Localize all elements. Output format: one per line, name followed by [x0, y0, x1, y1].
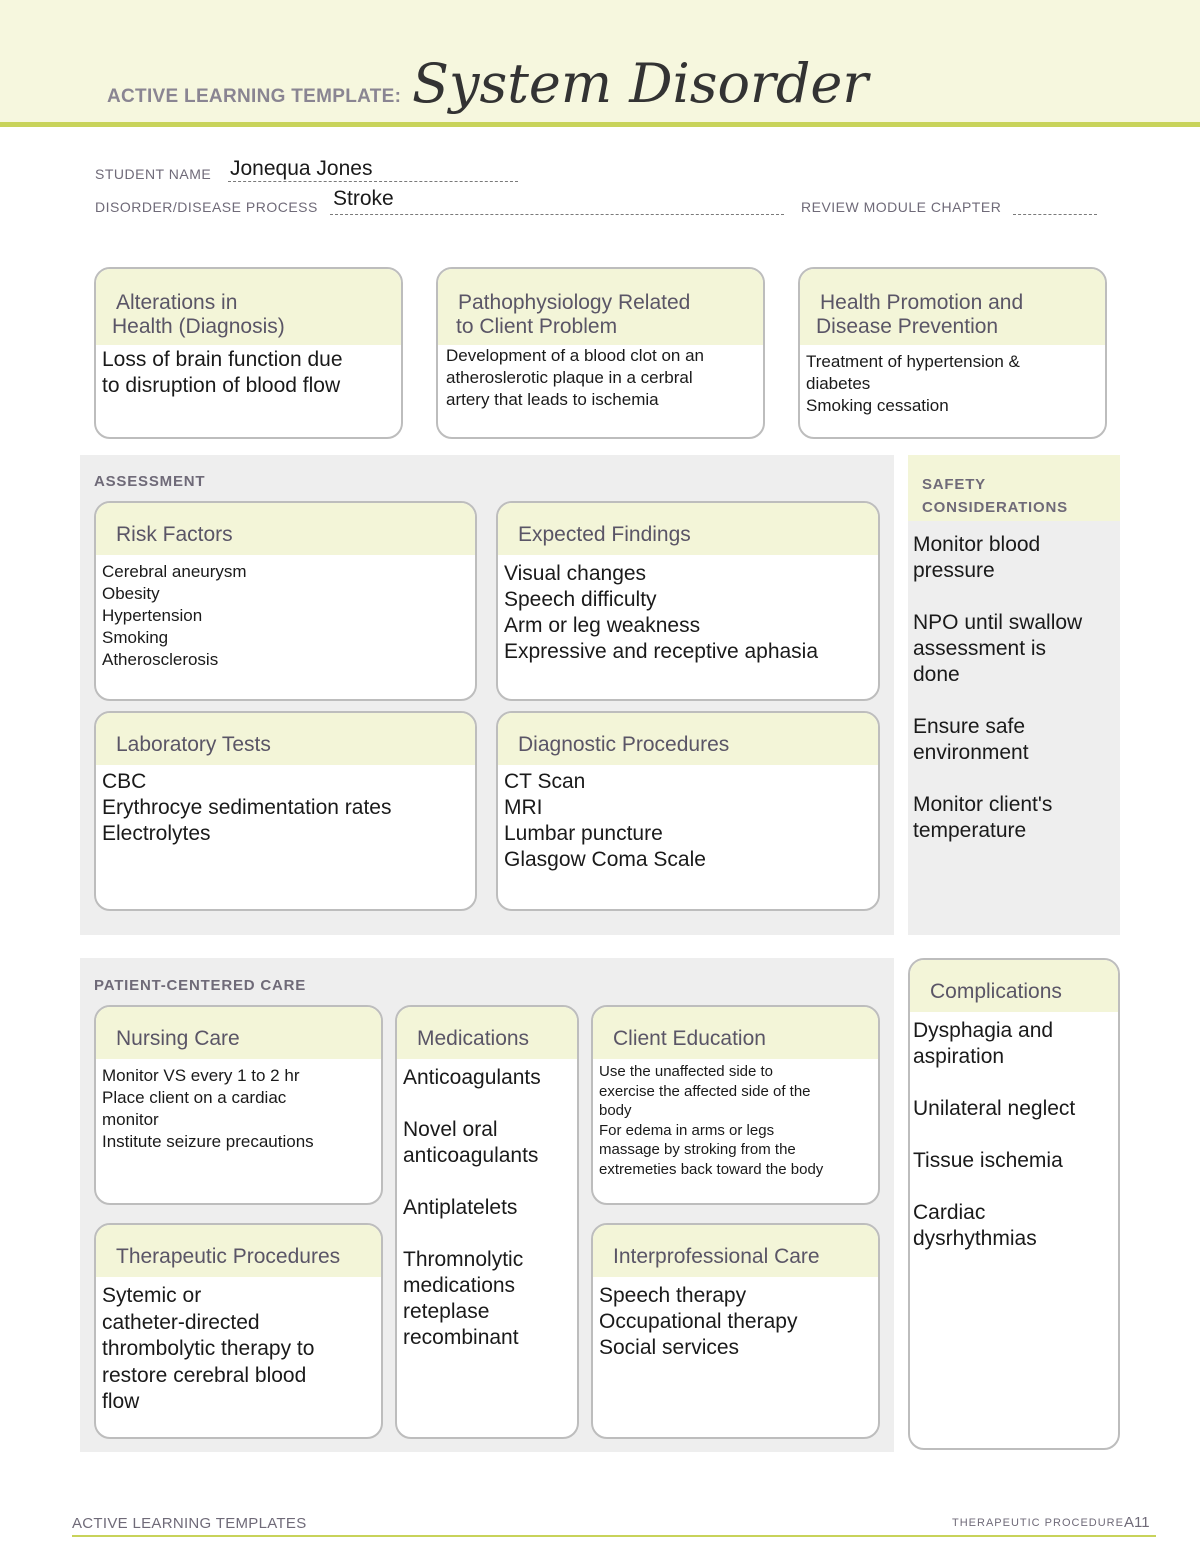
list-item: Visual changes	[504, 562, 647, 585]
pathophysiology-box	[436, 267, 765, 439]
client-education-list[interactable]	[593, 1059, 878, 1182]
pathophysiology-title-2: to Client Problem	[456, 315, 618, 338]
list-item: Ensure safe environment	[913, 715, 1029, 764]
risk-factors-list[interactable]	[96, 555, 475, 677]
client-education-header: Client Education	[593, 1007, 878, 1059]
list-item: Unilateral neglect	[913, 1097, 1076, 1120]
list-item: Atherosclerosis	[102, 650, 219, 669]
safety-list[interactable]	[913, 532, 1113, 844]
template-label: ACTIVE LEARNING TEMPLATE:	[107, 86, 402, 107]
list-item: Expressive and receptive aphasia	[504, 640, 819, 663]
list-item: Cerebral aneurysm	[102, 562, 247, 581]
chapter-line	[1013, 214, 1097, 215]
pathophysiology-header	[438, 269, 763, 345]
list-item: Monitor client's temperature	[913, 793, 1053, 842]
list-item: Antiplatelets	[403, 1196, 518, 1219]
medications-header: Medications	[397, 1007, 577, 1059]
diagnostic-procedures-box	[496, 711, 880, 911]
list-item: Monitor VS every 1 to 2 hr	[102, 1066, 300, 1085]
safety-label-1: SAFETY	[922, 476, 986, 493]
list-item: Thromnolytic medications reteplase recombinant	[403, 1248, 524, 1349]
interprofessional-care-box	[591, 1223, 880, 1439]
list-item: Social services	[599, 1336, 740, 1359]
health-promotion-title-1: Health Promotion and	[820, 291, 1024, 314]
pathophysiology-body[interactable]: Development of a blood clot on an atheroslerotic plaque in a cerbral artery that leads to ischemia	[446, 346, 705, 409]
risk-factors-box	[94, 501, 477, 701]
disorder-value[interactable]: Stroke	[333, 187, 394, 210]
list-item: Tissue ischemia	[913, 1149, 1063, 1172]
therapeutic-procedures-body[interactable]: Sytemic or catheter-directed thrombolytic therapy to restore cerebral blood flow	[102, 1284, 315, 1413]
diagnostic-procedures-list[interactable]	[498, 765, 878, 877]
page-title: System Disorder	[412, 52, 869, 115]
health-promotion-box	[798, 267, 1107, 439]
list-item: Speech therapy	[599, 1284, 747, 1307]
list-item: Institute seizure precautions	[102, 1132, 314, 1151]
list-item: CBC	[102, 770, 147, 793]
list-item: Place client on a cardiac monitor	[102, 1088, 287, 1129]
list-item: Lumbar puncture	[504, 822, 663, 845]
student-name-value[interactable]: Jonequa Jones	[230, 157, 373, 180]
list-item: Glasgow Coma Scale	[504, 848, 706, 871]
client-education-box	[591, 1005, 880, 1205]
list-item: Anticoagulants	[403, 1066, 541, 1089]
list-item: Dysphagia and aspiration	[913, 1019, 1054, 1068]
page-number: A11	[1124, 1514, 1150, 1531]
list-item: Arm or leg weakness	[504, 614, 701, 637]
pathophysiology-title-1: Pathophysiology Related	[458, 291, 691, 314]
nursing-care-list[interactable]	[96, 1059, 381, 1159]
therapeutic-procedures-box	[94, 1223, 383, 1439]
header-rule	[0, 122, 1200, 127]
alterations-box	[94, 267, 403, 439]
patient-centered-care-label: PATIENT-CENTERED CARE	[94, 977, 307, 994]
list-item: NPO until swallow assessment is done	[913, 611, 1083, 686]
therapeutic-procedures-header: Therapeutic Procedures	[96, 1225, 381, 1277]
nursing-care-box	[94, 1005, 383, 1205]
health-promotion-header	[800, 269, 1105, 345]
diagnostic-procedures-header: Diagnostic Procedures	[498, 713, 878, 765]
list-item: CT Scan	[504, 770, 586, 793]
interprofessional-care-header: Interprofessional Care	[593, 1225, 878, 1277]
alterations-header	[96, 269, 401, 345]
interprofessional-care-list[interactable]	[593, 1277, 878, 1367]
expected-findings-list[interactable]	[498, 555, 878, 671]
chapter-label: REVIEW MODULE CHAPTER	[801, 199, 1002, 215]
expected-findings-header: Expected Findings	[498, 503, 878, 555]
list-item: Speech difficulty	[504, 588, 657, 611]
complications-box	[908, 958, 1120, 1450]
list-item: Occupational therapy	[599, 1310, 798, 1333]
list-item: Use the unaffected side to exercise the affected side of the body	[599, 1063, 811, 1119]
complications-list[interactable]	[910, 1012, 1118, 1258]
complications-header: Complications	[910, 960, 1118, 1012]
list-item: Cardiac dysrhythmias	[913, 1201, 1037, 1250]
footer-left-label: ACTIVE LEARNING TEMPLATES	[72, 1515, 307, 1532]
alterations-body[interactable]: Loss of brain function due to disruption of blood flow	[102, 348, 343, 397]
laboratory-tests-header: Laboratory Tests	[96, 713, 475, 765]
safety-label	[922, 473, 1068, 519]
assessment-label: ASSESSMENT	[94, 473, 206, 490]
list-item: Obesity	[102, 584, 160, 603]
list-item: Novel oral anticoagulants	[403, 1118, 539, 1167]
disorder-line	[330, 214, 784, 215]
list-item: Hypertension	[102, 606, 203, 625]
laboratory-tests-list[interactable]	[96, 765, 475, 851]
list-item: Erythrocye sedimentation rates	[102, 796, 392, 819]
disorder-label: DISORDER/DISEASE PROCESS	[95, 199, 318, 215]
list-item: Smoking	[102, 628, 169, 647]
footer-right-label: THERAPEUTIC PROCEDURE	[952, 1517, 1124, 1529]
risk-factors-header: Risk Factors	[96, 503, 475, 555]
medications-list[interactable]	[397, 1059, 577, 1357]
health-promotion-body[interactable]: Treatment of hypertension & diabetes Smoking cessation	[806, 352, 1020, 415]
health-promotion-title-2: Disease Prevention	[816, 315, 999, 338]
medications-box	[395, 1005, 579, 1439]
footer-rule	[72, 1535, 1156, 1537]
alterations-title-1: Alterations in	[116, 291, 238, 314]
alterations-title-2: Health (Diagnosis)	[112, 315, 285, 338]
expected-findings-box	[496, 501, 880, 701]
list-item: For edema in arms or legs massage by stroking from the extremeties back toward the body	[599, 1121, 824, 1178]
list-item: Electrolytes	[102, 822, 211, 845]
student-name-line	[228, 181, 518, 182]
list-item: Monitor blood pressure	[913, 533, 1041, 582]
safety-label-2: CONSIDERATIONS	[922, 499, 1068, 516]
nursing-care-header: Nursing Care	[96, 1007, 381, 1059]
list-item: MRI	[504, 796, 543, 819]
laboratory-tests-box	[94, 711, 477, 911]
student-name-label: STUDENT NAME	[95, 166, 212, 182]
